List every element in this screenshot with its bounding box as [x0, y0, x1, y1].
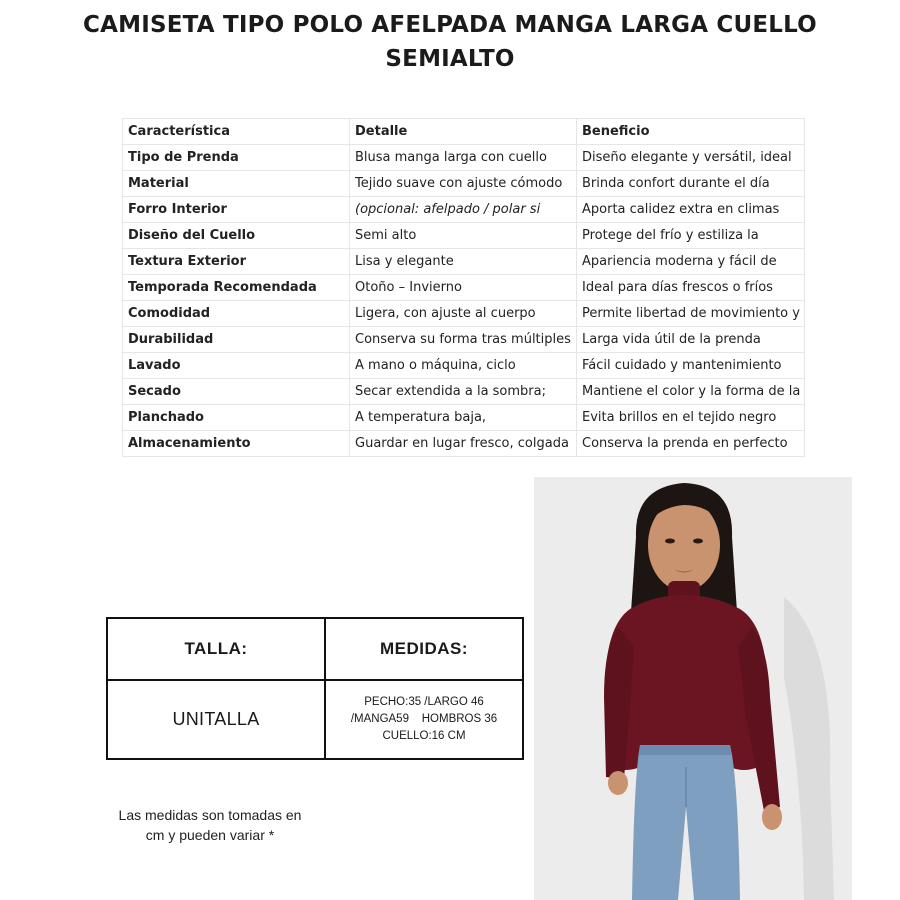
model-illustration	[534, 477, 852, 900]
detail-cell: Ligera, con ajuste al cuerpo	[350, 301, 577, 327]
detail-cell: Secar extendida a la sombra;	[350, 379, 577, 405]
detail-cell: Otoño – Invierno	[350, 275, 577, 301]
feature-cell: Planchado	[123, 405, 350, 431]
feature-cell: Forro Interior	[123, 197, 350, 223]
benefit-cell: Larga vida útil de la prenda	[577, 327, 805, 353]
specs-header-row	[123, 119, 805, 145]
benefit-cell: Fácil cuidado y mantenimiento	[577, 353, 805, 379]
detail-cell: Guardar en lugar fresco, colgada	[350, 431, 577, 457]
feature-cell: Almacenamiento	[123, 431, 350, 457]
feature-cell: Lavado	[123, 353, 350, 379]
table-row	[123, 405, 805, 431]
measurement-note	[100, 805, 320, 845]
table-row	[123, 197, 805, 223]
benefit-cell: Brinda confort durante el día	[577, 171, 805, 197]
note-line-1: Las medidas son tomadas en	[118, 807, 302, 823]
detail-cell: Semi alto	[350, 223, 577, 249]
measures-value	[325, 680, 523, 759]
table-row	[123, 249, 805, 275]
table-row	[123, 353, 805, 379]
product-title-line-1: CAMISETA TIPO POLO AFELPADA MANGA LARGA CUELLO	[83, 12, 817, 38]
size-header-row	[107, 618, 523, 680]
measures-line-3: CUELLO:16 CM	[382, 730, 466, 742]
benefit-cell: Apariencia moderna y fácil de	[577, 249, 805, 275]
specs-table	[122, 118, 805, 457]
detail-cell: (opcional: afelpado / polar si	[350, 197, 577, 223]
product-title-line-2: SEMIALTO	[385, 46, 515, 72]
header-feature: Característica	[123, 119, 350, 145]
measures-line-1: PECHO:35 /LARGO 46	[364, 696, 484, 708]
detail-cell: Lisa y elegante	[350, 249, 577, 275]
detail-cell: Blusa manga larga con cuello	[350, 145, 577, 171]
feature-cell: Temporada Recomendada	[123, 275, 350, 301]
table-row	[123, 275, 805, 301]
size-table	[106, 617, 524, 760]
benefit-cell: Protege del frío y estiliza la	[577, 223, 805, 249]
table-row	[123, 301, 805, 327]
feature-cell: Durabilidad	[123, 327, 350, 353]
feature-cell: Tipo de Prenda	[123, 145, 350, 171]
measures-line-2: /MANGA59 HOMBROS 36	[350, 713, 498, 725]
benefit-cell: Conserva la prenda en perfecto	[577, 431, 805, 457]
size-value: UNITALLA	[107, 680, 325, 759]
table-row	[123, 379, 805, 405]
benefit-cell: Aporta calidez extra en climas	[577, 197, 805, 223]
detail-cell: A temperatura baja,	[350, 405, 577, 431]
size-header: TALLA:	[107, 618, 325, 680]
feature-cell: Secado	[123, 379, 350, 405]
feature-cell: Diseño del Cuello	[123, 223, 350, 249]
product-title	[60, 8, 840, 76]
header-benefit: Beneficio	[577, 119, 805, 145]
benefit-cell: Evita brillos en el tejido negro	[577, 405, 805, 431]
table-row	[123, 327, 805, 353]
table-row	[123, 223, 805, 249]
model-photo	[534, 477, 852, 900]
detail-cell: Conserva su forma tras múltiples	[350, 327, 577, 353]
table-row	[123, 145, 805, 171]
benefit-cell: Permite libertad de movimiento y	[577, 301, 805, 327]
feature-cell: Material	[123, 171, 350, 197]
feature-cell: Textura Exterior	[123, 249, 350, 275]
header-detail: Detalle	[350, 119, 577, 145]
benefit-cell: Diseño elegante y versátil, ideal	[577, 145, 805, 171]
benefit-cell: Mantiene el color y la forma de la	[577, 379, 805, 405]
table-row	[123, 431, 805, 457]
feature-cell: Comodidad	[123, 301, 350, 327]
detail-cell: A mano o máquina, ciclo	[350, 353, 577, 379]
note-line-2: cm y pueden variar *	[145, 827, 275, 843]
benefit-cell: Ideal para días frescos o fríos	[577, 275, 805, 301]
table-row	[123, 171, 805, 197]
size-row	[107, 680, 523, 759]
detail-cell: Tejido suave con ajuste cómodo	[350, 171, 577, 197]
measures-header: MEDIDAS:	[325, 618, 523, 680]
